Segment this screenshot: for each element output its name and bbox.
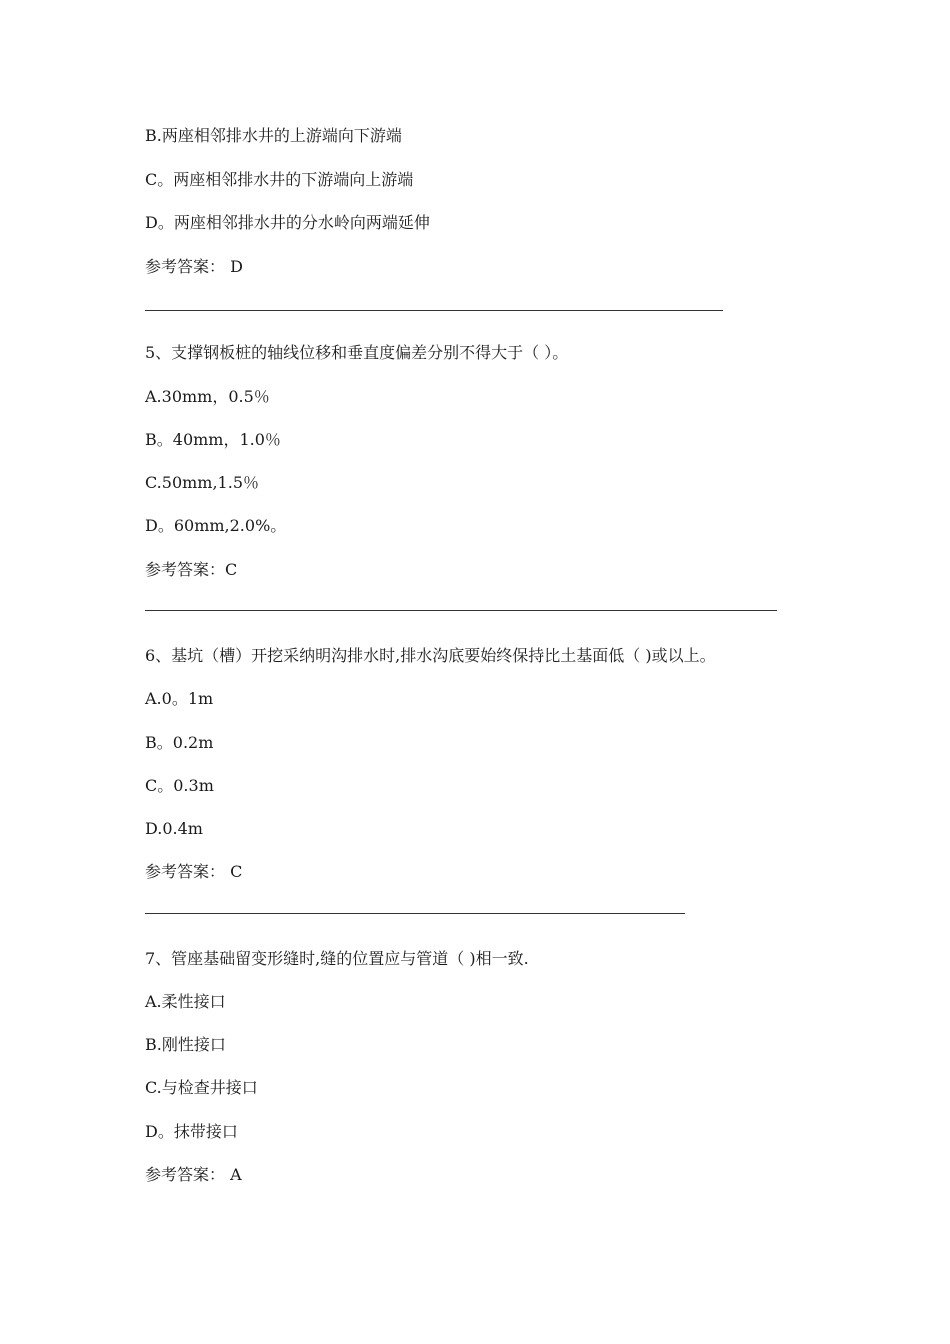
q6-option-d: D.0.4m — [145, 819, 203, 838]
q6-answer: 参考答案： C — [145, 862, 243, 881]
separator-rule — [145, 610, 777, 611]
separator-rule — [145, 310, 723, 311]
q7-option-c: C.与检查井接口 — [145, 1078, 258, 1097]
q4-answer: 参考答案： D — [145, 257, 243, 276]
q5-option-d: D。60mm,2.0%。 — [145, 516, 287, 535]
q4-option-d: D。两座相邻排水井的分水岭向两端延伸 — [145, 213, 430, 232]
q6-question: 6、基坑（槽）开挖采纳明沟排水时,排水沟底要始终保持比土基面低（ )或以上。 — [145, 646, 716, 665]
q5-option-c: C.50mm,1.5％ — [145, 473, 259, 492]
separator-rule — [145, 913, 685, 914]
q6-option-a: A.0。1m — [145, 689, 214, 708]
q7-option-d: D。抹带接口 — [145, 1122, 238, 1141]
q5-option-b: B。40mm，1.0％ — [145, 430, 281, 449]
q7-option-b: B.刚性接口 — [145, 1035, 226, 1054]
q7-question: 7、管座基础留变形缝时,缝的位置应与管道（ )相一致. — [145, 949, 529, 968]
q6-option-b: B。0.2m — [145, 733, 214, 752]
q5-answer: 参考答案：C — [145, 560, 238, 579]
q5-question: 5、支撑钢板桩的轴线位移和垂直度偏差分别不得大于（ ）。 — [145, 343, 569, 362]
q5-option-a: A.30mm，0.5％ — [145, 387, 270, 406]
q7-option-a: A.柔性接口 — [145, 992, 226, 1011]
q4-option-b: B.两座相邻排水井的上游端向下游端 — [145, 126, 402, 145]
q7-answer: 参考答案： A — [145, 1165, 242, 1184]
q6-option-c: C。0.3m — [145, 776, 214, 795]
q4-option-c: C。两座相邻排水井的下游端向上游端 — [145, 170, 414, 189]
